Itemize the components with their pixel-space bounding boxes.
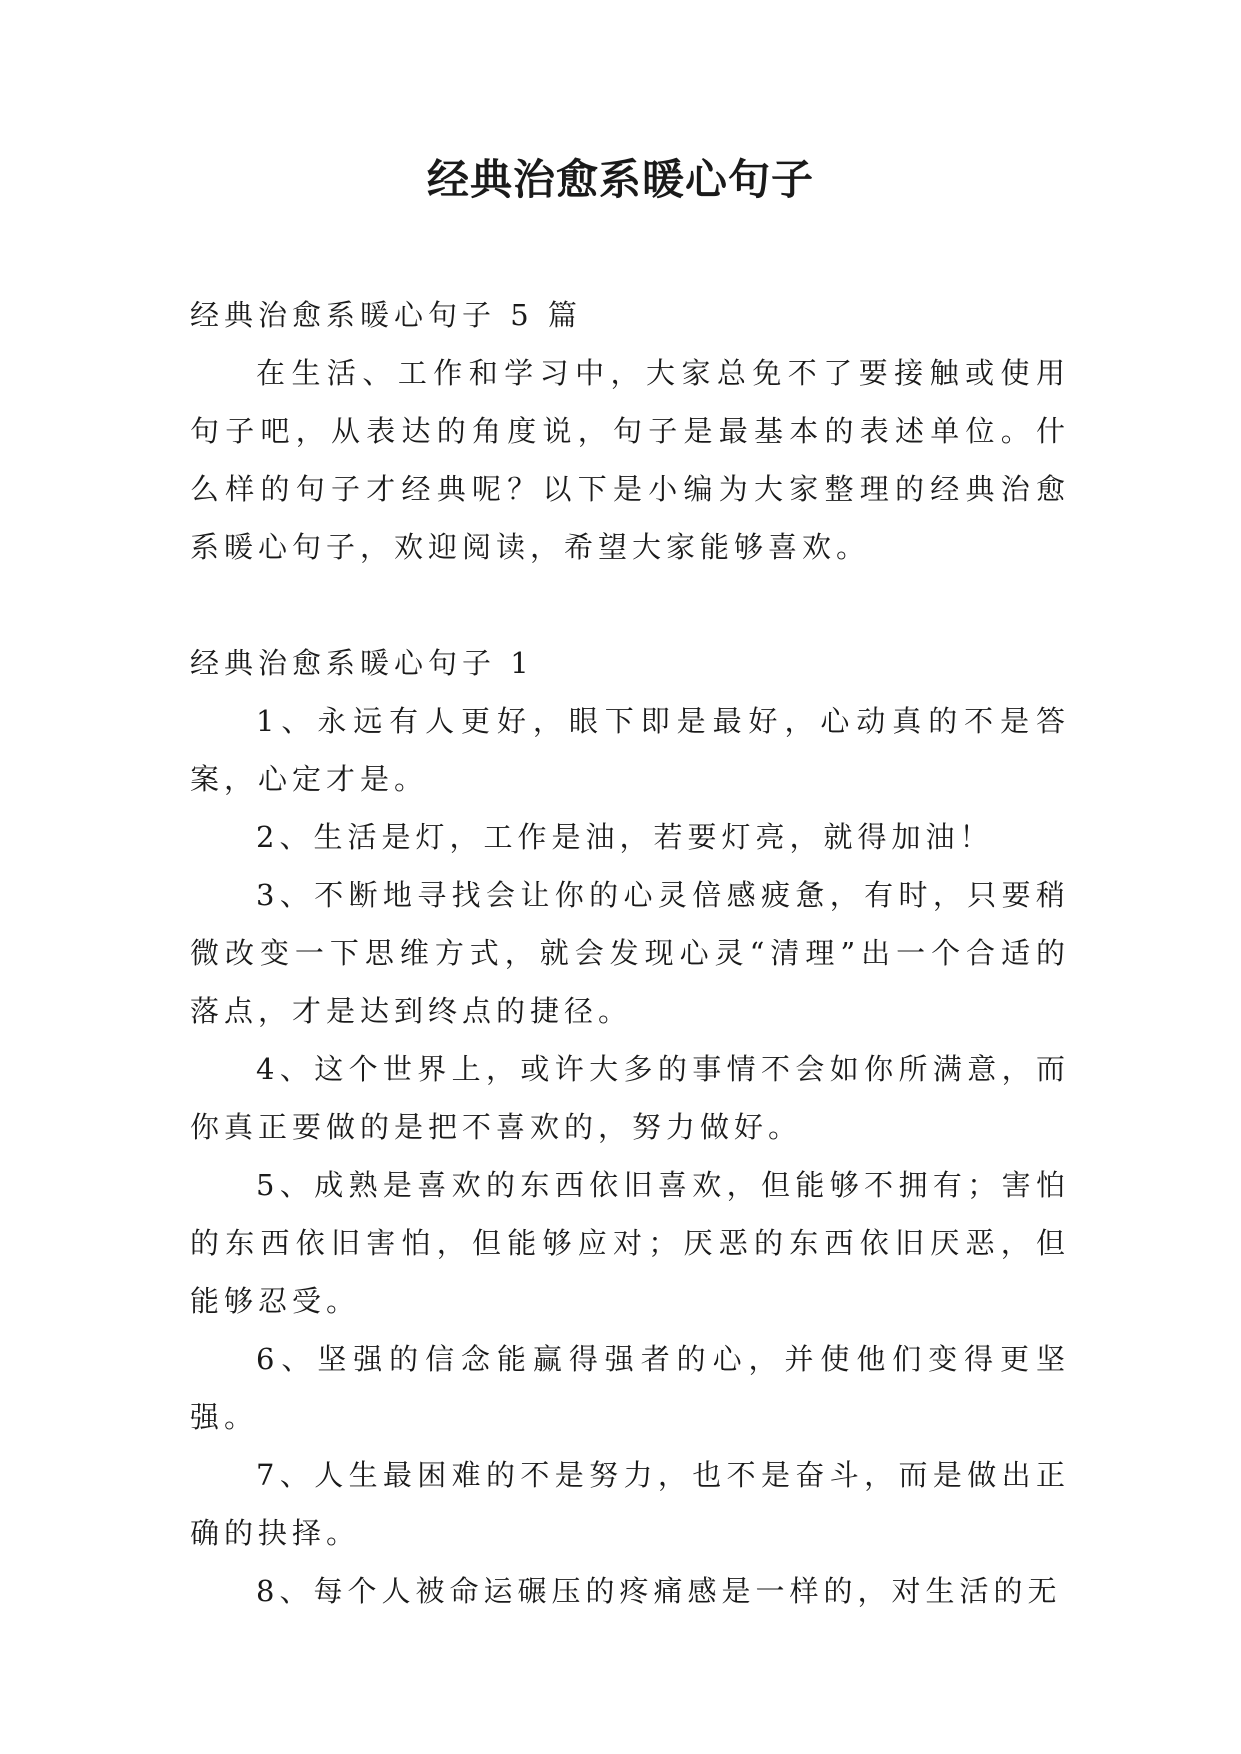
list-item: 7、人生最困难的不是努力，也不是奋斗，而是做出正确的抉择。 — [190, 1458, 1070, 1550]
list-item: 8、每个人被命运碾压的疼痛感是一样的，对生活的无 — [256, 1574, 1062, 1608]
list-item: 3、不断地寻找会让你的心灵倍感疲惫，有时，只要稍微改变一下思维方式，就会发现心灵“清理”出一个合适的落点，才是达到终点的捷径。 — [190, 878, 1070, 1028]
document-body — [190, 286, 1070, 1620]
section-heading: 经典治愈系暖心句子 1 — [190, 646, 534, 680]
list-item: 4、这个世界上，或许大多的事情不会如你所满意，而你真正要做的是把不喜欢的，努力做好。 — [190, 1052, 1070, 1144]
page-title: 经典治愈系暖心句子 — [426, 155, 814, 204]
paragraph-spacer — [190, 576, 1070, 634]
list-item: 5、成熟是喜欢的东西依旧喜欢，但能够不拥有；害怕的东西依旧害怕，但能够应对；厌恶的东西依旧厌恶，但能够忍受。 — [190, 1168, 1070, 1318]
intro-paragraph: 在生活、工作和学习中，大家总免不了要接触或使用句子吧，从表达的角度说，句子是最基本的表述单位。什么样的句子才经典呢？以下是小编为大家整理的经典治愈系暖心句子，欢迎阅读，希望大家能够喜欢。 — [190, 356, 1070, 564]
list-item: 1、永远有人更好，眼下即是最好，心动真的不是答案，心定才是。 — [190, 704, 1070, 796]
list-item: 6、坚强的信念能赢得强者的心，并使他们变得更坚强。 — [190, 1342, 1070, 1434]
document-subtitle: 经典治愈系暖心句子 5 篇 — [190, 298, 582, 332]
list-item: 2、生活是灯，工作是油，若要灯亮，就得加油！ — [256, 820, 994, 854]
